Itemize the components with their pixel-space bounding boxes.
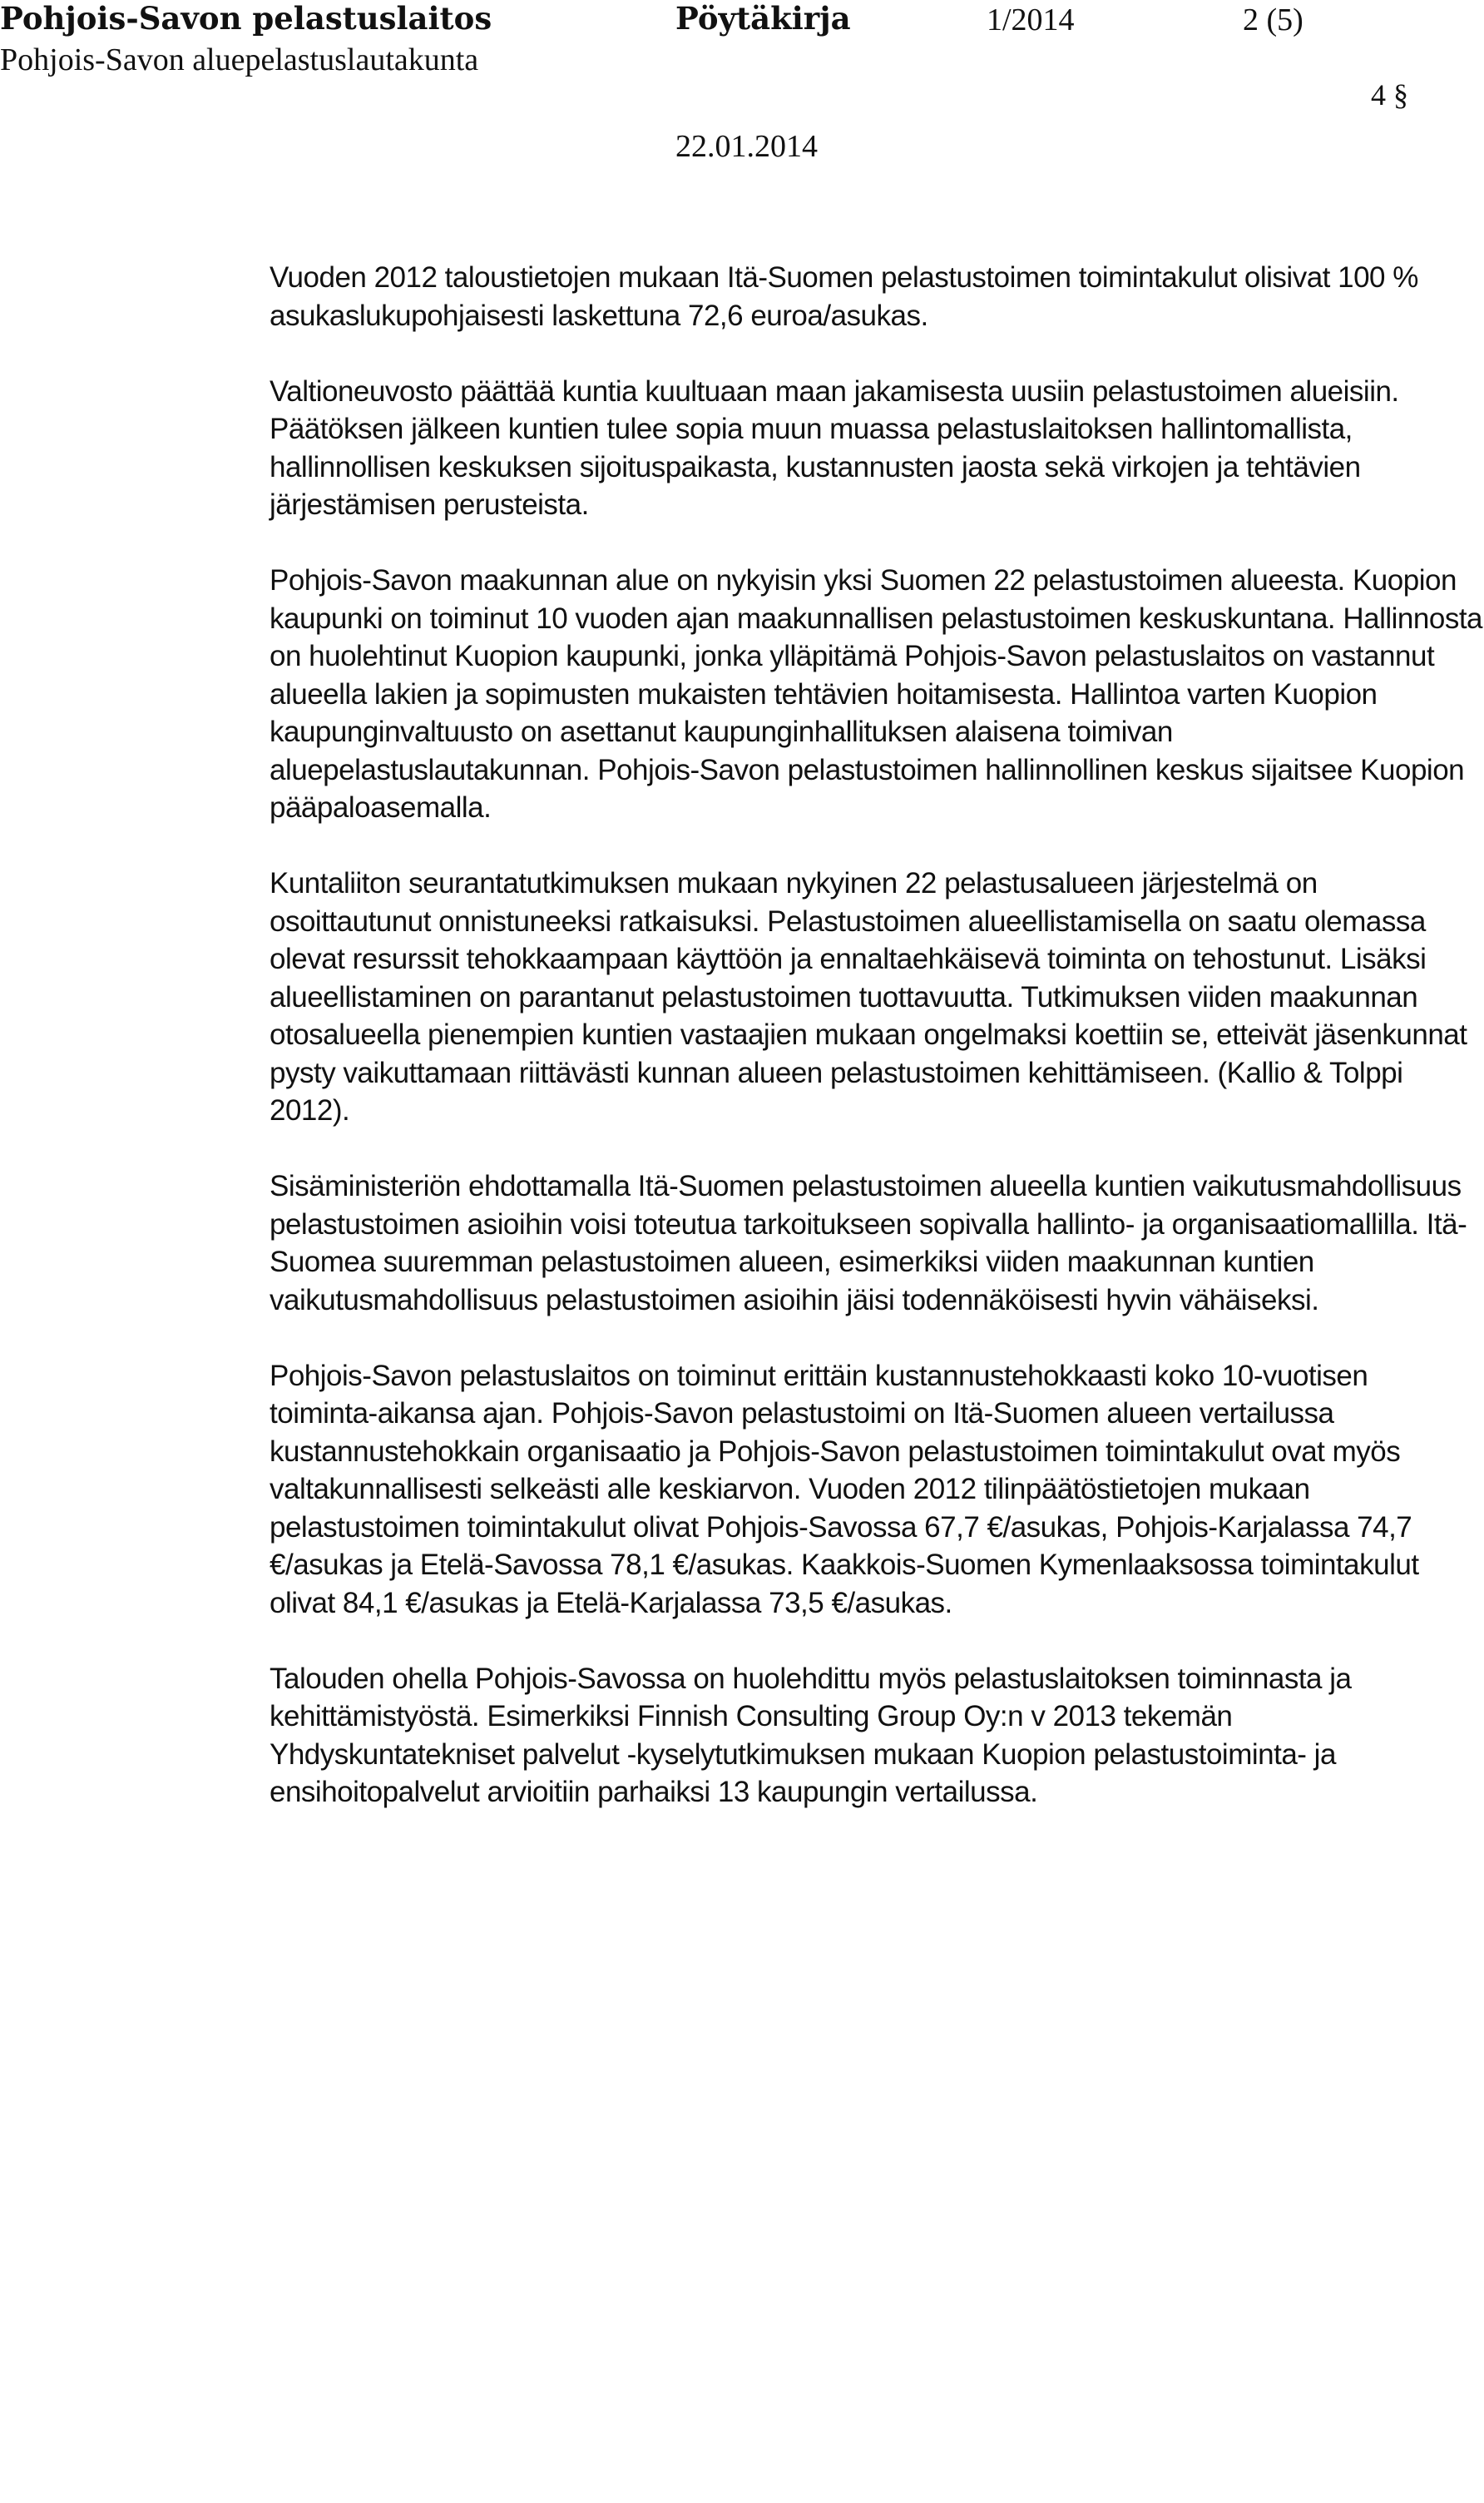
- document-number: 1/2014: [987, 2, 1075, 37]
- paragraph: Kuntaliiton seurantatutkimuksen mukaan nykyinen 22 pelastusalueen järjestelmä on osoittautunut onnistuneeksi ratkaisuksi. Pelastustoimen alueellistamisella on saatu olemassa olevat resurssit tehokkaampaan käyttöön ja ennaltaehkäisevä toiminta on tehostunut. Lisäksi alueellistaminen on parantanut pelastustoimen tuottavuutta. Tutkimuksen viiden maakunnan otosalueella pienempien kuntien vastaajien mukaan ongelmaksi koettiin se, etteivät jäsenkunnat pysty vaikuttamaan riittävästi kunnan alueen pelastustoimen kehittämiseen. (Kallio & Tolppi 2012).: [270, 867, 1467, 1127]
- paragraph: Pohjois-Savon pelastuslaitos on toiminut erittäin kustannustehokkaasti koko 10-vuotisen toiminta-aikansa ajan. Pohjois-Savon pelastustoimi on Itä-Suomen alueen vertailussa kustannustehokkain organisaatio ja Pohjois-Savon pelastustoimen toimintakulut ovat myös valtakunnallisesti selkeästi alle keskiarvon. Vuoden 2012 tilinpäätöstietojen mukaan pelastustoimen toimintakulut olivat Pohjois-Savossa 67,7 €/asukas, Pohjois-Karjalassa 74,7 €/asukas ja Etelä-Savossa 78,1 €/asukas. Kaakkois-Suomen Kymenlaaksossa toimintakulut olivat 84,1 €/asukas ja Etelä-Karjalassa 73,5 €/asukas.: [270, 1359, 1419, 1619]
- document-type: Pöytäkirja: [675, 0, 851, 37]
- page-number: 2 (5): [1243, 2, 1303, 37]
- section-number: 4 §: [1371, 78, 1408, 112]
- paragraph: Pohjois-Savon maakunnan alue on nykyisin yksi Suomen 22 pelastustoimen alueesta. Kuopion kaupunki on toiminut 10 vuoden ajan maakunnallisen pelastustoimen keskuskuntana. Hallinnosta on huolehtinut Kuopion kaupunki, jonka ylläpitämä Pohjois-Savon pelastuslaitos on vastannut alueella lakien ja sopimusten mukaisten tehtävien hoitamisesta. Hallintoa varten Kuopion kaupunginvaltuusto on asettanut kaupunginhallituksen alaisena toimivan aluepelastuslautakunnan. Pohjois-Savon pelastustoimen hallinnollinen keskus sijaitsee Kuopion pääpaloasemalla.: [270, 564, 1483, 824]
- organization-name: Pohjois-Savon pelastuslaitos: [0, 0, 492, 37]
- meeting-date: 22.01.2014: [675, 129, 818, 164]
- paragraph: Talouden ohella Pohjois-Savossa on huolehdittu myös pelastuslaitoksen toiminnasta ja kehittämistyöstä. Esimerkiksi Finnish Consulting Group Oy:n v 2013 tekemän Yhdyskuntatekniset palvelut -kyselytutkimuksen mukaan Kuopion pelastustoiminta- ja ensihoitopalvelut arvioitiin parhaiksi 13 kaupungin vertailussa.: [270, 1662, 1352, 1808]
- paragraph: Valtioneuvosto päättää kuntia kuultuaan maan jakamisesta uusiin pelastustoimen alueisiin. Päätöksen jälkeen kuntien tulee sopia muun muassa pelastuslaitoksen hallintomallista, hallinnollisen keskuksen sijoituspaikasta, kustannusten jaosta sekä virkojen ja tehtävien järjestämisen perusteista.: [270, 374, 1399, 521]
- document-body: [270, 259, 1482, 1812]
- paragraph: Sisäministeriön ehdottamalla Itä-Suomen pelastustoimen alueella kuntien vaikutusmahdollisuus pelastustoimen asioihin voisi toteutua tarkoitukseen sopivalla hallinto- ja organisaatiomallilla. Itä-Suomea suuremman pelastustoimen alueen, esimerkiksi viiden maakunnan kuntien vaikutusmahdollisuus pelastustoimen asioihin jäisi todennäköisesti hyvin vähäiseksi.: [270, 1170, 1467, 1316]
- paragraph: Vuoden 2012 taloustietojen mukaan Itä-Suomen pelastustoimen toimintakulut olisivat 100 % asukaslukupohjaisesti laskettuna 72,6 euroa/asukas.: [270, 261, 1418, 332]
- committee-name: Pohjois-Savon aluepelastuslautakunta: [0, 42, 479, 77]
